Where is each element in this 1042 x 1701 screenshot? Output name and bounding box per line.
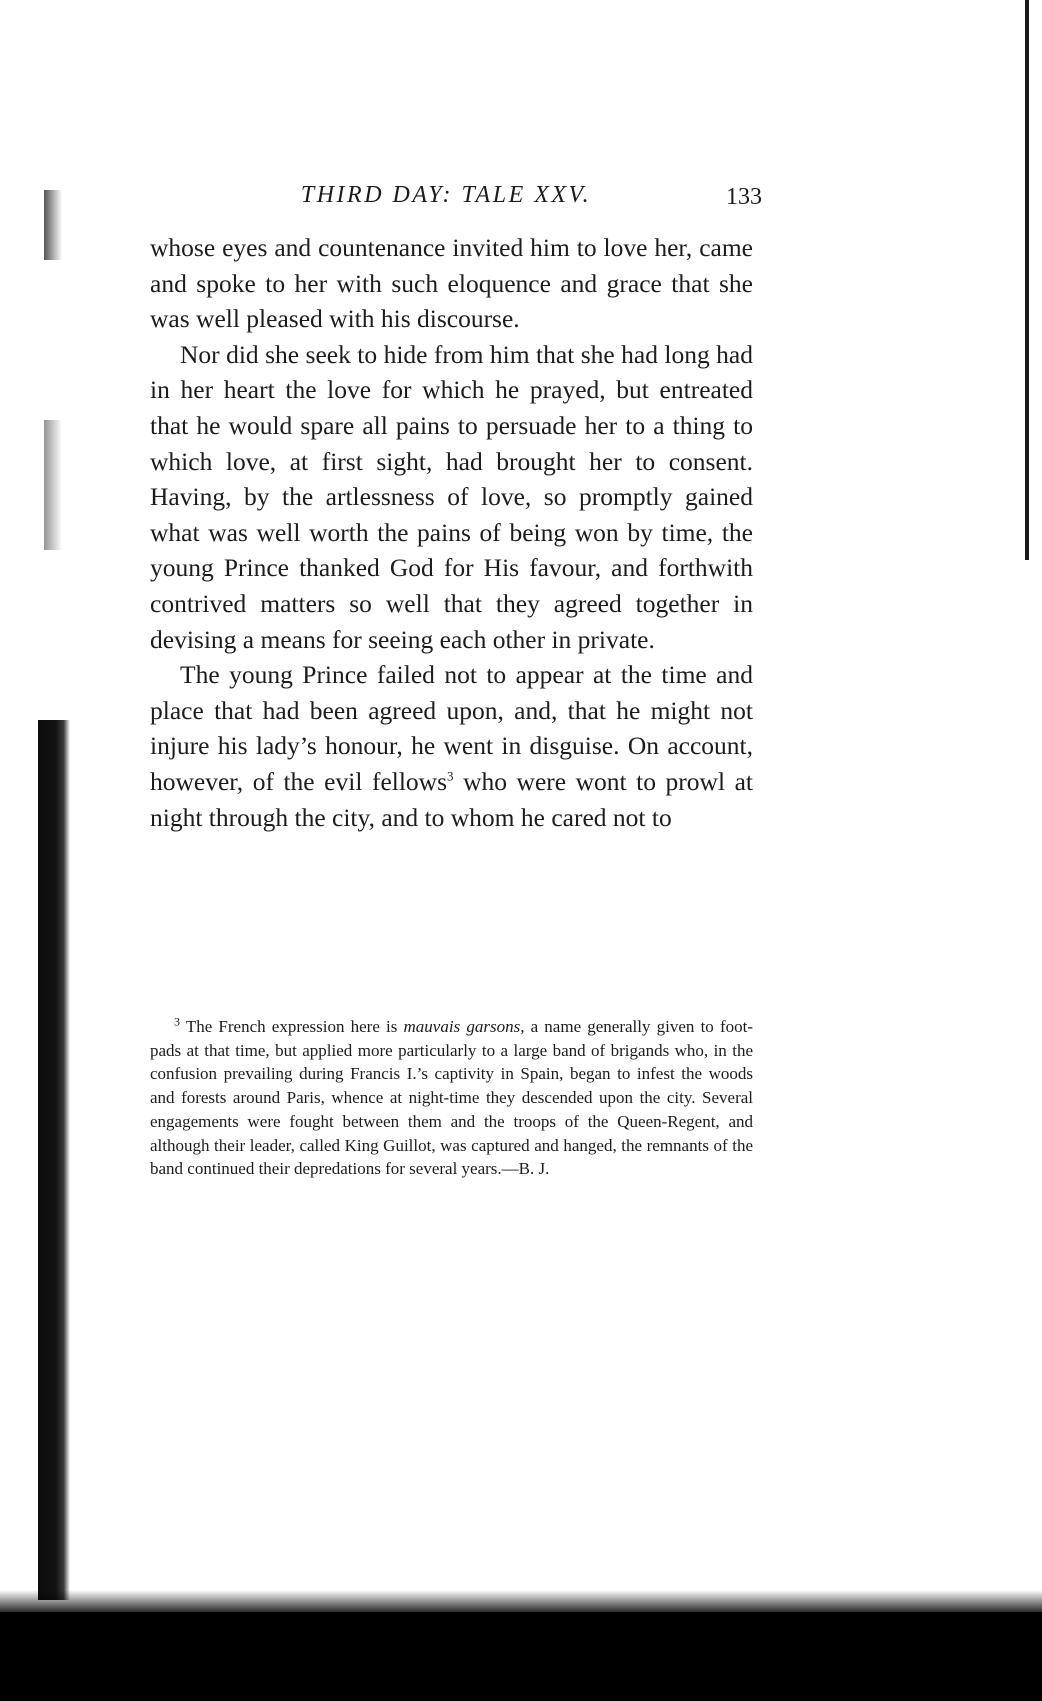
scan-shadow-middle xyxy=(44,420,62,550)
paragraph-3-after: who were wont to prowl at night through the city, and to whom he cared not to xyxy=(150,766,753,832)
paragraph-3-before: The young Prince failed not to appear at the time and place that had been agreed upon, and, that he might not injure his lady’s honour, he went in disguise. On account, however, of the evil fellows xyxy=(150,660,753,796)
scan-right-edge xyxy=(1025,0,1029,560)
footnote-text-after: a name generally given to foot-pads at that time, but applied more particularly to a large band of brigands who, in the confusion prevailing during Francis I.’s captivity in Spain, began to infest the woods and forests around Paris, whence at night-time they descended upon the city. Several engagements were fought between them and the troops of the Queen-Regent, and although their leader, called King Guillot, was captured and hanged, the remnants of the band continued their depredations for several years.—B. J. xyxy=(150,1017,753,1179)
scan-bottom-fade xyxy=(0,1590,1042,1614)
scan-shadow-top xyxy=(44,190,62,260)
running-head xyxy=(150,178,762,218)
footnote-reference: 3 xyxy=(447,768,454,784)
main-text xyxy=(150,230,753,835)
footnote-text-before: The French expression here is xyxy=(180,1017,404,1036)
paragraph-1: whose eyes and countenance invited him to love her, came and spoke to her with such eloquence and grace that she was well pleased with his discourse. xyxy=(150,233,753,334)
page-number: 133 xyxy=(726,184,762,210)
scan-binding-shadow xyxy=(38,720,70,1600)
paragraph-3 xyxy=(150,657,753,835)
footnote-marker: 3 xyxy=(174,1014,180,1029)
footnote-italic-term: mauvais garsons, xyxy=(403,1017,525,1036)
running-title: THIRD DAY: TALE XXV. xyxy=(300,182,592,208)
footnote xyxy=(150,1015,753,1181)
scan-bottom-edge xyxy=(0,1612,1042,1701)
paragraph-2: Nor did she seek to hide from him that she had long had in her heart the love for which he prayed, but entreated that he would spare all pains to persuade her to a thing to which love, at first sight, had brought her to consent. Having, by the artlessness of love, so promptly gained what was well worth the pains of being won by time, the young Prince thanked God for His favour, and forthwith contrived matters so well that they agreed together in devising a means for seeing each other in private. xyxy=(150,339,753,654)
